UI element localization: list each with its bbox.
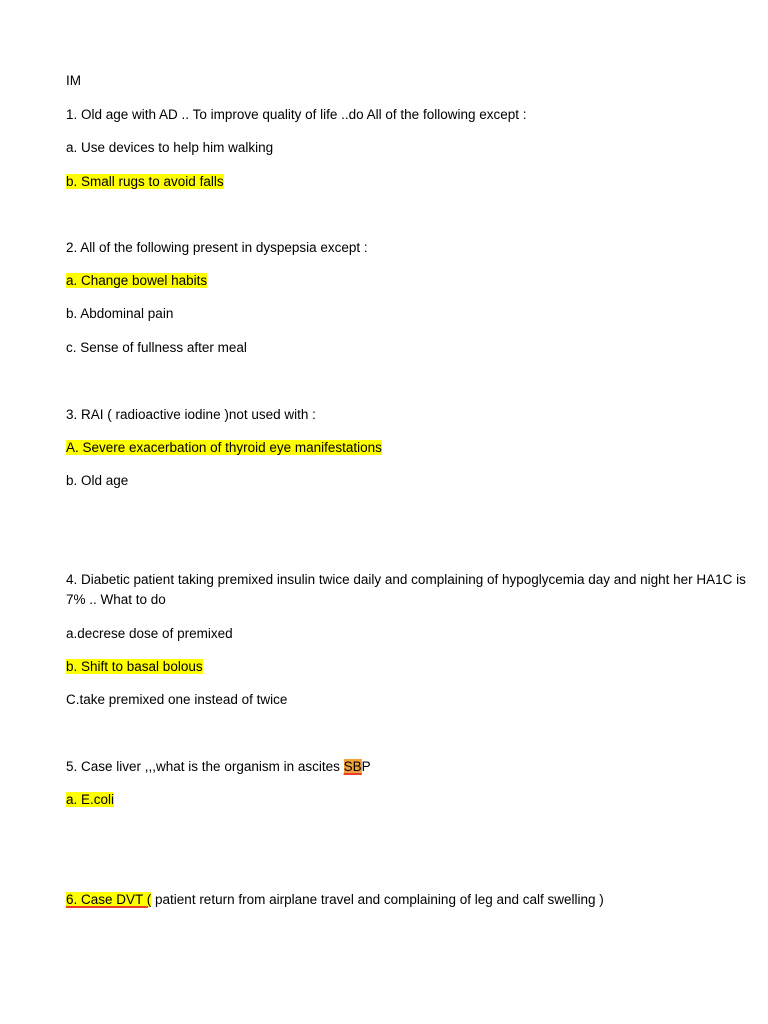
q1-option-b-highlight: b. Small rugs to avoid falls — [66, 174, 224, 189]
page-heading: IM — [66, 73, 81, 88]
q6-highlighted-text: 6. Case DVT ( — [66, 892, 152, 907]
q4-option-b-highlight: b. Shift to basal bolous — [66, 659, 203, 674]
q5-question-text: 5. Case liver ,,,what is the organism in ascites — [66, 759, 344, 774]
q4-option-b — [66, 658, 203, 676]
q5-marked-term: SB — [343, 759, 362, 774]
q2-option-c: c. Sense of fullness after meal — [66, 340, 247, 355]
question-6 — [66, 891, 604, 909]
q5-option-a-highlight: a. E.coli — [66, 792, 115, 807]
q5-question-end: P — [361, 759, 371, 774]
question-4: 4. Diabetic patient taking premixed insulin twice daily and complaining of hypoglycemia day and night her HA1C is 7% .. What to do — [66, 572, 746, 607]
q1-option-a: a. Use devices to help him walking — [66, 140, 274, 155]
question-5 — [66, 758, 371, 776]
q5-option-a — [66, 791, 114, 809]
q2-option-a-highlight: a. Change bowel habits — [66, 273, 208, 288]
q3-option-a — [66, 439, 382, 457]
question-1: 1. Old age with AD .. To improve quality of life ..do All of the following except : — [66, 107, 527, 122]
q3-option-a-highlight: A. Severe exacerbation of thyroid eye manifestations — [66, 440, 382, 455]
q3-option-b: b. Old age — [66, 473, 129, 488]
q4-option-a: a.decrese dose of premixed — [66, 626, 233, 641]
q6-question-text: patient return from airplane travel and complaining of leg and calf swelling ) — [151, 892, 604, 907]
question-2: 2. All of the following present in dyspepsia except : — [66, 240, 368, 255]
q1-option-b — [66, 173, 224, 191]
q2-option-a — [66, 272, 207, 290]
q2-option-b: b. Abdominal pain — [66, 306, 174, 321]
question-3: 3. RAI ( radioactive iodine )not used with : — [66, 407, 316, 422]
q4-option-c: C.take premixed one instead of twice — [66, 692, 288, 707]
